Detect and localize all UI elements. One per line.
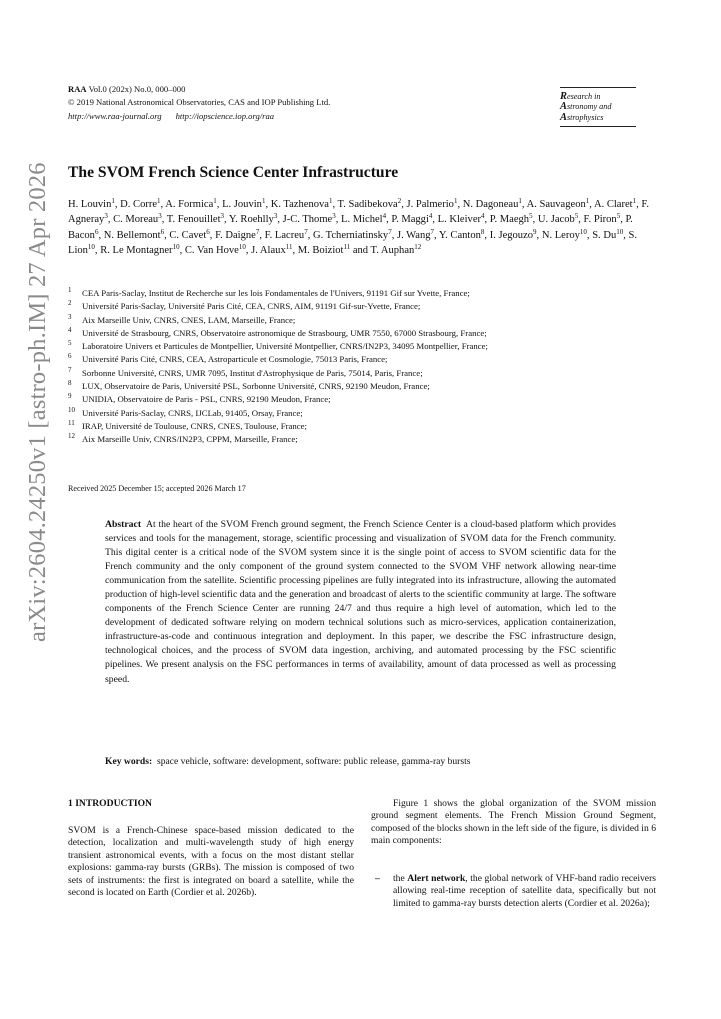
author-name: I. Jegouzo [489, 229, 534, 241]
author-name: T. Sadibekova [337, 199, 398, 210]
journal-cap-r: R [560, 91, 567, 102]
section-heading: 1 INTRODUCTION [68, 798, 152, 809]
author-affiliation-mark: 1 [585, 197, 590, 205]
author-name: J. Alaux [251, 245, 286, 257]
intro-paragraph-left: SVOM is a French-Chinese space-based mission dedicated to the detection, localization and multi-wavelength study of high energy transient astronomical events, with a focus on the most distant stellar explosions: gamma-ray bursts (GRBs). The mission is composed of two sets of instruments: the first is integrated on board a satellite, while the second is located on Earth (Cordier et al. 2026b). [68, 825, 354, 899]
author-affiliation-mark: 3 [104, 212, 108, 221]
author-name: F. Daigne [215, 229, 256, 241]
author-name: J. Wang [396, 229, 431, 241]
author-affiliation-mark: 6 [94, 227, 99, 236]
affiliation-item: $^{12}$ Aix Marseille Univ, CNRS/IN2P3, CPPM, Marseille, France; [68, 432, 298, 445]
author-affiliation-mark: 1 [453, 197, 458, 205]
author-affiliation-mark: 8 [480, 227, 485, 236]
author-name: T. Fenouillet [166, 214, 221, 226]
author-affiliation-mark: 5 [574, 212, 579, 221]
author-name: Y. Roehlly [228, 214, 274, 226]
author-affiliation-mark: 3 [273, 212, 278, 221]
journal-url-link[interactable]: http://www.raa-journal.org [68, 110, 162, 121]
author-name: N. Dagoneau [462, 199, 519, 210]
journal-line-2: stronomy and [566, 102, 612, 112]
author-affiliation-mark: 10 [172, 243, 180, 252]
author-affiliation-mark: 11 [343, 243, 351, 252]
author-name: F. Lacreu [264, 229, 305, 241]
affiliation-item: $^7$ Sorbonne Université, CNRS, UMR 7095, Institut d'Astrophysique de Paris, 75014, Paris, France; [68, 365, 423, 378]
author-name: L. Jouvin [222, 199, 262, 210]
author-name: J-C. Thome [282, 214, 333, 226]
affiliation-text: Université Paris Cité, CNRS, CEA, Astroparticule et Cosmologie, 75013 Paris, France; [82, 354, 388, 365]
author-name: T. Auphan [370, 245, 415, 257]
author-affiliation-mark: 4 [428, 212, 433, 221]
author-name: Y. Canton [438, 229, 481, 241]
author-affiliation-mark: 1 [111, 197, 115, 205]
bullet-dash: – [375, 873, 380, 884]
author-name: P. Bacon [68, 214, 633, 241]
author-name: F. Agneray [68, 199, 650, 226]
affiliation-item: $^6$ Université Paris Cité, CNRS, CEA, Astroparticule et Cosmologie, 75013 Paris, France; [68, 352, 388, 365]
author-name: P. Maggi [391, 214, 429, 226]
author-affiliation-mark: 1 [518, 197, 522, 205]
bullet-prefix: the [393, 873, 408, 884]
author-name: S. Lion [68, 229, 638, 257]
affiliation-text: IRAP, Université de Toulouse, CNRS, CNES, Toulouse, France; [82, 420, 307, 431]
author-name: L. Michel [341, 214, 383, 226]
author-affiliation-mark: 10 [87, 243, 95, 252]
author-name: L. Kleiver [437, 214, 482, 226]
affiliation-text: Aix Marseille Univ, CNRS, CNES, LAM, Marseille, France; [82, 314, 296, 325]
author-name: C. Van Hove [184, 245, 239, 257]
author-name: C. Cavet [169, 229, 207, 241]
author-affiliation-mark: 10 [238, 243, 246, 252]
author-name: J. Palmerio [406, 199, 454, 210]
author-affiliation-mark: 12 [414, 243, 422, 252]
author-name: D. Corre [120, 199, 158, 210]
affiliation-item: $^3$ Aix Marseille Univ, CNRS, CNES, LAM, Marseille, France; [68, 312, 296, 325]
affiliation-item: $^{11}$ IRAP, Université de Toulouse, CNRS, CNES, Toulouse, France; [68, 418, 307, 431]
abstract-label: Abstract [105, 519, 142, 530]
author-list: H. Louvin$^1$, D. Corre$^1$, A. Formica$^1$, L. Jouvin$^1$, K. Tazhenova$^1$, T. Sadibekova$^2$, J. Palmerio$^1$, N. Dagoneau$^1$, A. Sauvageon$^1$, A. Claret$^1$, F. Agneray$^3$, C. Moreau$^3$, T. Fenouillet$^3$, Y. Roehlly$^3$, J-C. Thome$^3$, L. Michel$^4$, P. Maggi$^4$, L. Kleiver$^4$, P. Maegh$^5$, U. Jacob$^5$, F. Piron$^5$, P. Bacon$^6$, N. Bellemont$^6$, C. Cavet$^6$, F. Daigne$^7$, F. Lacreu$^7$, G. Tcherniatinsky$^7$, J. Wang$^7$, Y. Canton$^8$, I. Jegouzo$^9$, N. Leroy$^{10}$, S. Du$^{10}$, S. Lion$^{10}$, R. Le Montagner$^{10}$, C. Van Hove$^{10}$, J. Alaux$^{11}$, M. Boiziot$^{11}$ and T. Auphan$^{12}$ [68, 197, 650, 257]
affiliation-list [68, 287, 668, 447]
journal-line-3: strophysics [566, 112, 604, 122]
affiliation-item: $^1$ CEA Paris-Saclay, Institut de Recherche sur les lois Fondamentales de l'Univers, 91191 Gif sur Yvette, France; [68, 286, 470, 298]
author-affiliation-mark: 2 [397, 197, 402, 205]
author-name: A. Formica [165, 199, 214, 210]
journal-cap-a1: A [560, 101, 567, 113]
raa-label: RAA [68, 84, 87, 94]
abstract [105, 518, 616, 687]
author-name: M. Boiziot [297, 245, 344, 257]
received-dates: Received 2025 December 15; accepted 2026 March 17 [68, 484, 246, 493]
author-name: S. Du [592, 229, 617, 241]
author-name: P. Maegh [489, 214, 530, 226]
affiliation-item: $^9$ UNIDIA, Observatoire de Paris - PSL, CNRS, 92190 Meudon, France; [68, 392, 331, 405]
affiliation-item: $^2$ Université Paris-Saclay, Université Paris Cité, CEA, CNRS, AIM, 91191 Gif-sur-Yvette, France; [68, 299, 421, 312]
author-name: H. Louvin [68, 199, 112, 210]
author-affiliation-mark: 1 [213, 197, 217, 205]
author-name: A. Sauvageon [526, 199, 586, 210]
author-name: G. Tcherniatinsky [312, 229, 389, 241]
author-affiliation-mark: 7 [304, 227, 308, 236]
list-item [375, 873, 656, 910]
affiliation-text: Université Paris-Saclay, CNRS, IJCLab, 91405, Orsay, France; [82, 407, 303, 418]
author-affiliation-mark: 3 [332, 212, 336, 221]
author-affiliation-mark: 9 [533, 227, 537, 236]
bullet-text: , the global network of VHF-band radio receivers allowing real-time reception of satellite data, specifically but not limited to gamma-ray bursts detection alerts (Cordier et al. 2026a); [393, 873, 656, 909]
affiliation-text: CEA Paris-Saclay, Institut de Recherche sur les lois Fondamentales de l'Univers, 91191 Gif sur Yvette, France; [82, 288, 470, 298]
author-affiliation-mark: 7 [430, 227, 435, 236]
iop-url-link[interactable]: http://iopscience.iop.org/raa [175, 110, 275, 121]
journal-header [68, 83, 330, 123]
author-affiliation-mark: 6 [160, 227, 165, 236]
affiliation-text: Université Paris-Saclay, Université Paris Cité, CEA, CNRS, AIM, 91191 Gif-sur-Yvette, France; [82, 301, 421, 312]
author-affiliation-mark: 10 [616, 227, 624, 236]
keywords [105, 756, 471, 767]
author-affiliation-mark: 4 [481, 212, 485, 221]
keywords-text: space vehicle, software: development, software: public release, gamma-ray bursts [156, 756, 471, 767]
author-name: C. Moreau [113, 214, 159, 226]
affiliation-text: Sorbonne Université, CNRS, UMR 7095, Institut d'Astrophysique de Paris, 75014, Paris, France; [82, 367, 423, 378]
affiliation-item: $^{10}$ Université Paris-Saclay, CNRS, IJCLab, 91405, Orsay, France; [68, 405, 303, 418]
author-name: K. Tazhenova [270, 199, 329, 210]
bullet-bold-term: Alert network [407, 873, 466, 884]
author-name: N. Bellemont [103, 229, 161, 241]
intro-paragraph-right: Figure 1 shows the global organization of the SVOM mission ground segment elements. The French Mission Ground Segment, composed of the blocks shown in the left side of the figure, is divided in 6 main components: [371, 798, 656, 847]
author-affiliation-mark: 5 [529, 212, 533, 221]
author-name: N. Leroy [541, 229, 580, 241]
author-affiliation-mark: 1 [328, 197, 333, 205]
affiliation-item: $^8$ LUX, Observatoire de Paris, Université PSL, Sorbonne Université, CNRS, 92190 Meudon, France; [68, 379, 430, 392]
affiliation-text: Laboratoire Univers et Particules de Montpellier, Université Montpellier, CNRS/IN2P3, 34095 Montpellier, France; [82, 341, 488, 352]
affiliation-item: $^4$ Université de Strasbourg, CNRS, Observatoire astronomique de Strasbourg, UMR 7550, 67000 Strasbourg, France; [68, 325, 487, 338]
author-affiliation-mark: 1 [632, 197, 637, 205]
volume-info: Vol.0 (202x) No.0, 000–000 [88, 84, 186, 94]
affiliation-text: LUX, Observatoire de Paris, Université PSL, Sorbonne Université, CNRS, 92190 Meudon, France; [82, 381, 430, 392]
copyright-line: © 2019 National Astronomical Observatories, CAS and IOP Publishing Ltd. [68, 97, 331, 108]
author-affiliation-mark: 1 [261, 197, 266, 205]
author-affiliation-mark: 3 [220, 212, 224, 221]
author-name: A. Claret [593, 199, 633, 210]
journal-cap-a2: A [560, 111, 567, 123]
author-affiliation-mark: 1 [157, 197, 161, 205]
affiliation-item: $^5$ Laboratoire Univers et Particules de Montpellier, Université Montpellier, CNRS/IN2P3, 34095 Montpellier, France; [68, 339, 488, 352]
author-affiliation-mark: 11 [285, 243, 293, 252]
author-affiliation-mark: 5 [616, 212, 621, 221]
author-name: F. Piron [583, 214, 617, 226]
affiliation-text: UNIDIA, Observatoire de Paris - PSL, CNRS, 92190 Meudon, France; [82, 394, 331, 405]
affiliation-text: Aix Marseille Univ, CNRS/IN2P3, CPPM, Marseille, France; [82, 434, 298, 445]
author-affiliation-mark: 7 [255, 227, 260, 236]
paper-title: The SVOM French Science Center Infrastructure [68, 164, 399, 181]
author-affiliation-mark: 3 [158, 212, 162, 221]
keywords-label: Key words: [105, 756, 153, 767]
abstract-text: At the heart of the SVOM French ground segment, the French Science Center is a cloud-based platform which provides services and tools for the management, storage, scientific processing and visualization of SVOM data for the French community. This digital center is a critical node of the SVOM system since it is the single point of access to SVOM scientific data for the French community and the only component of the ground system connected to the SVOM VHF network allowing near-time communication from the satellite. Scientific processing pipelines are fully integrated into its infrastructure, allowing the automated production of high-level scientific data and the generation and broadcast of alerts to the scientific community at large. The software components of the French Science Center are running 24/7 and thus require a high level of automation, which led to the development of dedicated software relying on modern technical solutions such as micro-services, application containerization, infrastructure-as-code and continuous integration and deployment. In this paper, we describe the FSC infrastructure design, technological choices, and the process of SVOM data ingestion, archiving, and automated processing by the FSC scientific pipelines. We present analysis on the FSC performances in terms of availability, amount of data processed as well as processing speed. [105, 519, 616, 685]
journal-line-1: esearch in [566, 92, 601, 101]
author-affiliation-mark: 7 [388, 227, 392, 236]
author-affiliation-mark: 10 [579, 227, 587, 236]
author-affiliation-mark: 4 [382, 212, 387, 221]
journal-logo-box [560, 87, 636, 127]
author-affiliation-mark: 6 [206, 227, 210, 236]
author-name: R. Le Montagner [100, 245, 173, 257]
arxiv-identifier: arXiv:2604.24250v1 [astro-ph.IM] 27 Apr 2026 [24, 162, 51, 642]
affiliation-text: Université de Strasbourg, CNRS, Observatoire astronomique de Strasbourg, UMR 7550, 67000 Strasbourg, France; [82, 327, 487, 338]
author-name: U. Jacob [537, 214, 575, 226]
